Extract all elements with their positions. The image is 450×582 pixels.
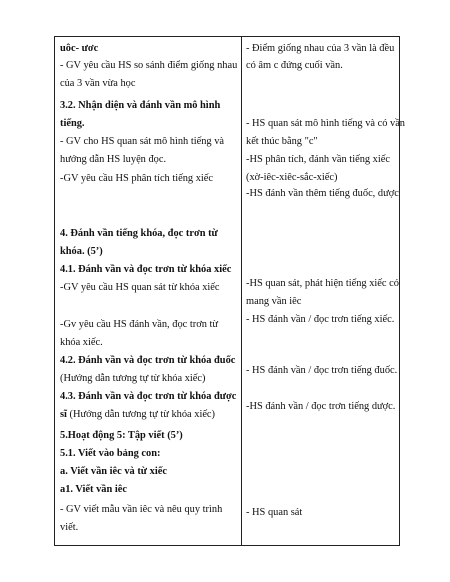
left-line: 5.Hoạt động 5: Tập viết (5’) [60,430,183,441]
right-line: - HS đánh vần / đọc trơn tiếng xiếc. [246,314,395,325]
left-line: khóa xiếc. [60,337,103,348]
right-line: kết thúc bằng "c" [246,136,318,147]
left-line: (Hướng dẫn tương tự từ khóa xiếc) [60,373,206,384]
left-line: 4.2. Đánh vần và đọc trơn từ khóa đuốc [60,355,236,366]
left-line: khóa. (5’) [60,246,103,257]
left-line [60,408,215,421]
left-line: - GV viết mẫu vần iêc và nêu quy trình [60,504,223,515]
left-line: a1. Viết vần iêc [60,484,127,495]
left-line: uôc- ươc [60,43,99,54]
left-line: -GV yêu cầu HS quan sát từ khóa xiếc [60,282,220,293]
left-line: 3.2. Nhận diện và đánh vần mô hình [60,100,221,111]
left-line: 5.1. Viết vào bảng con: [60,448,161,459]
right-line: mang vần iêc [246,296,302,307]
left-line-rest: (Hướng dẫn tương tự từ khóa xiếc) [66,409,216,420]
left-line: của 3 vần vừa học [60,78,136,89]
left-line: -GV yêu cầu HS phân tích tiếng xiếc [60,173,214,184]
column-divider [241,37,242,545]
right-line: -HS phân tích, đánh vần tiếng xiếc [246,154,390,165]
right-line: có âm c đứng cuối vần. [246,60,343,71]
left-line: 4. Đánh vần tiếng khóa, đọc trơn từ [60,228,218,239]
left-line: - GV cho HS quan sát mô hình tiếng và [60,136,225,147]
right-line: - HS đánh vần / đọc trơn tiếng đuốc. [246,365,398,376]
left-line: - GV yêu cầu HS so sánh điểm giống nhau [60,60,238,71]
left-line: 4.3. Đánh vần và đọc trơn từ khóa được [60,391,237,402]
left-line: -Gv yêu cầu HS đánh vần, đọc trơn từ [60,319,219,330]
right-line: - Điểm giống nhau của 3 vần là đều [246,43,395,54]
right-line: (xờ-iêc-xiêc-sắc-xiếc) [246,172,338,183]
right-line: -HS đánh vần thêm tiếng đuốc, dược [246,188,399,199]
right-line: - HS quan sát [246,507,303,518]
left-line: hướng dẫn HS luyện đọc. [60,154,167,165]
lesson-plan-table [54,36,406,546]
left-line-bold: sĩ [60,409,67,420]
left-line: 4.1. Đánh vần và đọc trơn từ khóa xiếc [60,264,232,275]
left-line: viết. [60,522,79,533]
right-line: -HS quan sát, phát hiện tiếng xiếc có [246,278,399,289]
right-line: - HS quan sát mô hình tiếng và có vần [246,118,406,129]
right-line: -HS đánh vần / đọc trơn tiếng dược. [246,401,396,412]
left-line: tiếng. [60,118,85,129]
left-line: a. Viết vần iêc và từ xiếc [60,466,167,477]
